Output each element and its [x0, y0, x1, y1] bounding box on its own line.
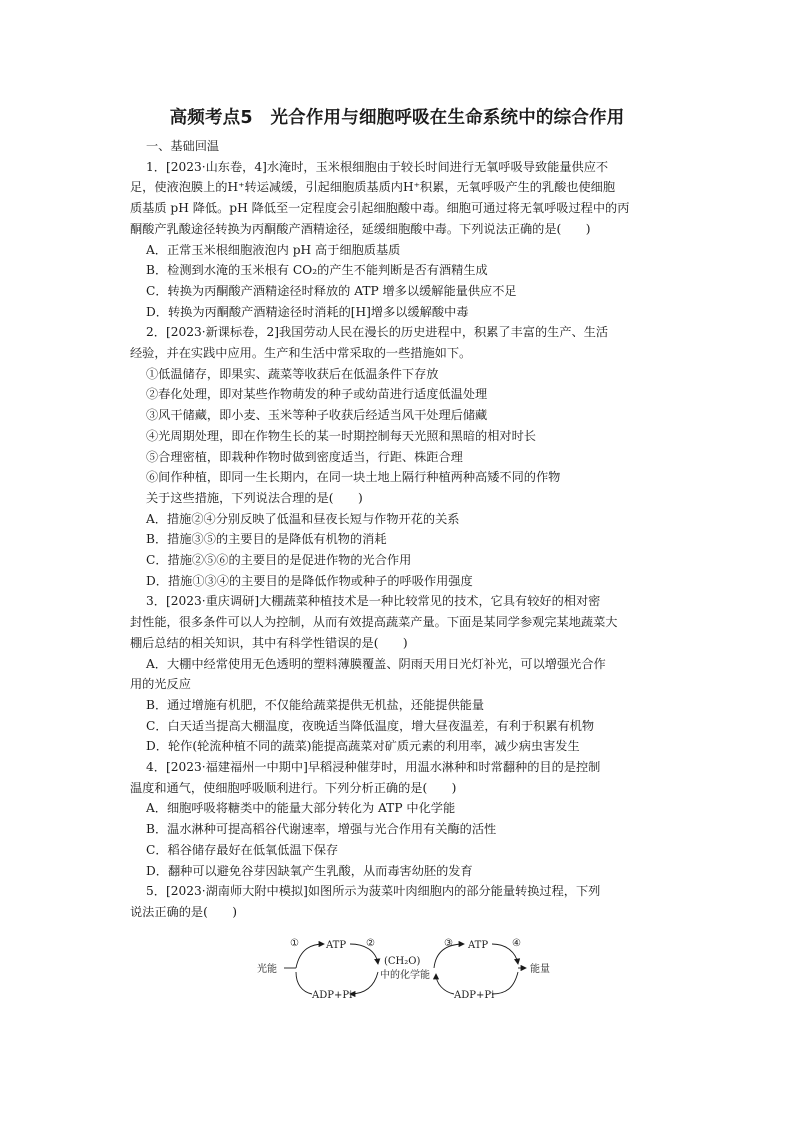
text-line: ④光周期处理，即在作物生长的某一时期控制每天光照和黑暗的相对时长: [146, 428, 536, 443]
arrow-left-bottom: [350, 972, 378, 994]
text-line: 温度和通气，使细胞呼吸顺利进行。下列分析正确的是( ): [130, 780, 457, 795]
chem-energy-label: 中的化学能: [380, 970, 430, 981]
text-line: 质基质 pH 降低。pH 降低至一定程度会引起细胞酸中毒。细胞可通过将无氧呼吸过程中的丙: [130, 201, 630, 216]
text-line: D．轮作(轮流种植不同的蔬菜)能提高蔬菜对矿质元素的利用率，减少病虫害发生: [146, 739, 580, 754]
step-2-label: ②: [366, 938, 375, 949]
arrow-right-bottom: [436, 974, 454, 994]
text-line: 经验，并在实践中应用。生产和生活中常采取的一些措施如下。: [130, 346, 472, 360]
text-line: ⑥间作种植，即同一生长期内，在同一块土地上隔行种植两种高矮不同的作物: [146, 470, 561, 485]
text-line: A．细胞呼吸将糖类中的能量大部分转化为 ATP 中化学能: [146, 801, 456, 816]
text-line: A．大棚中经常使用无色透明的塑料薄膜覆盖、阴雨天用日光灯补光，可以增强光合作: [146, 656, 606, 671]
text-line: B．通过增施有机肥，不仅能给蔬菜提供无机盐，还能提供能量: [146, 697, 485, 712]
text-line: D．转换为丙酮酸产酒精途径时消耗的[H]增多以缓解酸中毒: [146, 304, 469, 319]
text-line: 1．[2023·山东卷，4]水淹时，玉米根细胞由于较长时间进行无氧呼吸导致能量供应不: [146, 159, 609, 174]
text-line: A．措施②④分别反映了低温和昼夜长短与作物开花的关系: [146, 511, 460, 526]
text-line: B．温水淋种可提高稻谷代谢速率，增强与光合作用有关酶的活性: [146, 822, 497, 837]
energy-conversion-diagram: [250, 932, 550, 1004]
text-line: ①低温储存，即果实、蔬菜等收获后在低温条件下存放: [146, 366, 439, 381]
adp-right-label: ADP+Pi: [454, 990, 495, 1001]
ch2o-label: (CH₂O): [384, 956, 421, 967]
text-line: 2．[2023·新课标卷，2]我国劳动人民在漫长的历史进程中，积累了丰富的生产、生活: [146, 325, 609, 340]
text-line: 关于这些措施，下列说法合理的是( ): [146, 490, 363, 505]
text-line: ⑤合理密植，即栽种作物时做到密度适当，行距、株距合理: [146, 449, 463, 464]
light-energy-label: 光能: [257, 964, 277, 975]
text-line: 3．[2023·重庆调研]大棚蔬菜种植技术是一种比较常见的技术，它具有较好的相对密: [146, 594, 601, 609]
text-line: 用的光反应: [130, 677, 191, 692]
return-left-line: [296, 972, 312, 994]
text-line: 一、基础回温: [146, 139, 220, 153]
text-line: 酮酸产乳酸途径转换为丙酮酸产酒精途径，延缓细胞酸中毒。下列说法正确的是( ): [130, 221, 591, 236]
text-line: 足，使液泡膜上的H⁺转运减缓，引起细胞质基质内H⁺积累，无氧呼吸产生的乳酸也使细胞: [130, 180, 616, 195]
step-4-label: ④: [512, 938, 521, 949]
atp-left-label: ATP: [326, 940, 347, 951]
text-line: 说法正确的是( ): [130, 904, 238, 919]
atp-right-label: ATP: [468, 940, 489, 951]
text-line: C．转换为丙酮酸产酒精途径时释放的 ATP 增多以缓解能量供应不足: [146, 283, 517, 298]
text-line: 棚后总结的相关知识，其中有科学性错误的是( ): [130, 635, 408, 650]
text-line: C．白天适当提高大棚温度，夜晚适当降低温度，增大昼夜温差，有利于积累有机物: [146, 718, 595, 733]
text-line: D．翻种可以避免谷芽因缺氧产生乳酸，从而毒害幼胚的发育: [146, 863, 473, 878]
text-line: B．措施③⑤的主要目的是降低有机物的消耗: [146, 532, 387, 547]
text-line: 5．[2023·湖南师大附中模拟]如图所示为菠菜叶肉细胞内的部分能量转换过程，下列: [146, 884, 601, 899]
adp-left-label: ADP+Pi: [312, 990, 353, 1001]
arrow-1: [296, 944, 324, 968]
text-line: ③风干储藏，即小麦、玉米等种子收获后经适当风干处理后储藏: [146, 408, 488, 423]
page-title: 高频考点5 光合作用与细胞呼吸在生命系统中的综合作用: [169, 108, 625, 128]
text-line: 4．[2023·福建福州一中期中]早稻浸种催芽时，用温水淋种和时常翻种的目的是控制: [146, 760, 601, 774]
text-line: D．措施①③④的主要目的是降低作物或种子的呼吸作用强度: [146, 573, 473, 588]
text-line: ②春化处理，即对某些作物萌发的种子或幼苗进行适度低温处理: [146, 387, 488, 402]
return-right-line: [492, 972, 518, 994]
energy-label: 能量: [530, 964, 550, 975]
text-line: C．措施②⑤⑥的主要目的是促进作物的光合作用: [146, 553, 412, 567]
text-line: C．稻谷储存最好在低氧低温下保存: [146, 842, 339, 857]
text-line: A．正常玉米根细胞液泡内 pH 高于细胞质基质: [146, 242, 401, 257]
text-line: 封性能，很多条件可以人为控制，从而有效提高蔬菜产量。下面是某同学参观完某地蔬菜大: [130, 615, 618, 630]
step-3-label: ③: [444, 938, 453, 949]
step-1-label: ①: [290, 938, 299, 949]
text-line: B．检测到水淹的玉米根有 CO₂的产生不能判断是否有酒精生成: [146, 263, 488, 278]
